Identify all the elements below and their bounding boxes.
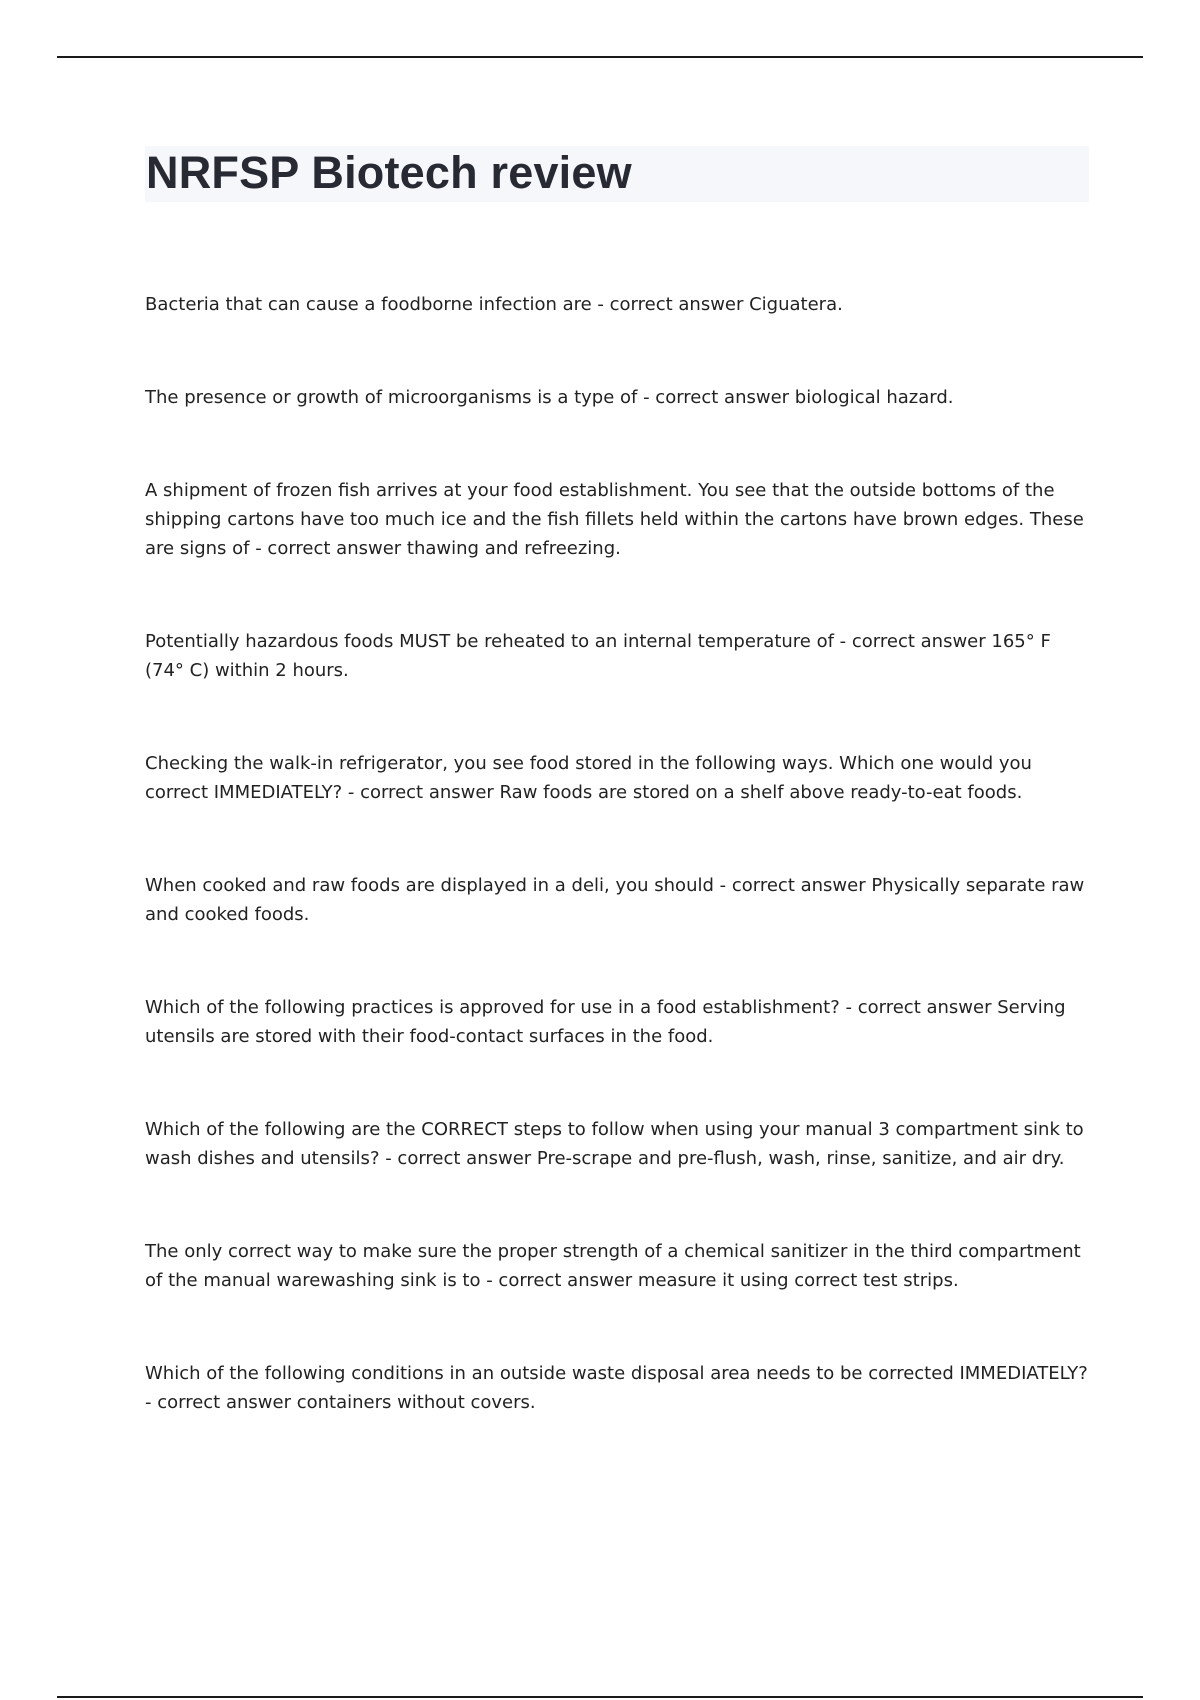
- qa-item-2: The presence or growth of microorganisms is a type of - correct answer biological hazard.: [145, 387, 954, 408]
- qa-item-10: Which of the following conditions in an outside waste disposal area needs to be corrected IMMEDIATELY? - correct answer containers without covers.: [145, 1363, 1088, 1413]
- qa-list: [145, 290, 1090, 1481]
- qa-item-6: When cooked and raw foods are displayed in a deli, you should - correct answer Physically separate raw and cooked foods.: [145, 875, 1085, 925]
- top-rule: [57, 56, 1143, 58]
- qa-item-4: Potentially hazardous foods MUST be reheated to an internal temperature of - correct answer 165° F (74° C) within 2 hours.: [145, 631, 1051, 681]
- page-title: NRFSP Biotech review: [146, 147, 632, 198]
- qa-item-8: Which of the following are the CORRECT steps to follow when using your manual 3 compartment sink to wash dishes and utensils? - correct answer Pre-scrape and pre-flush, wash, rinse, sanitize, and air dry.: [145, 1119, 1084, 1169]
- qa-item-9: The only correct way to make sure the proper strength of a chemical sanitizer in the third compartment of the manual warewashing sink is to - correct answer measure it using correct test strips.: [145, 1241, 1081, 1291]
- bottom-rule: [57, 1696, 1143, 1698]
- qa-item-7: Which of the following practices is approved for use in a food establishment? - correct answer Serving utensils are stored with their food-contact surfaces in the food.: [145, 997, 1066, 1047]
- qa-item-5: Checking the walk-in refrigerator, you see food stored in the following ways. Which one would you correct IMMEDIATELY? - correct answer Raw foods are stored on a shelf above ready-to-eat foods.: [145, 753, 1032, 803]
- qa-item-3: A shipment of frozen fish arrives at your food establishment. You see that the outside bottoms of the shipping cartons have too much ice and the fish fillets held within the cartons have brown edges. These are signs of - correct answer thawing and refreezing.: [145, 480, 1084, 559]
- qa-item-1: Bacteria that can cause a foodborne infection are - correct answer Ciguatera.: [145, 294, 843, 315]
